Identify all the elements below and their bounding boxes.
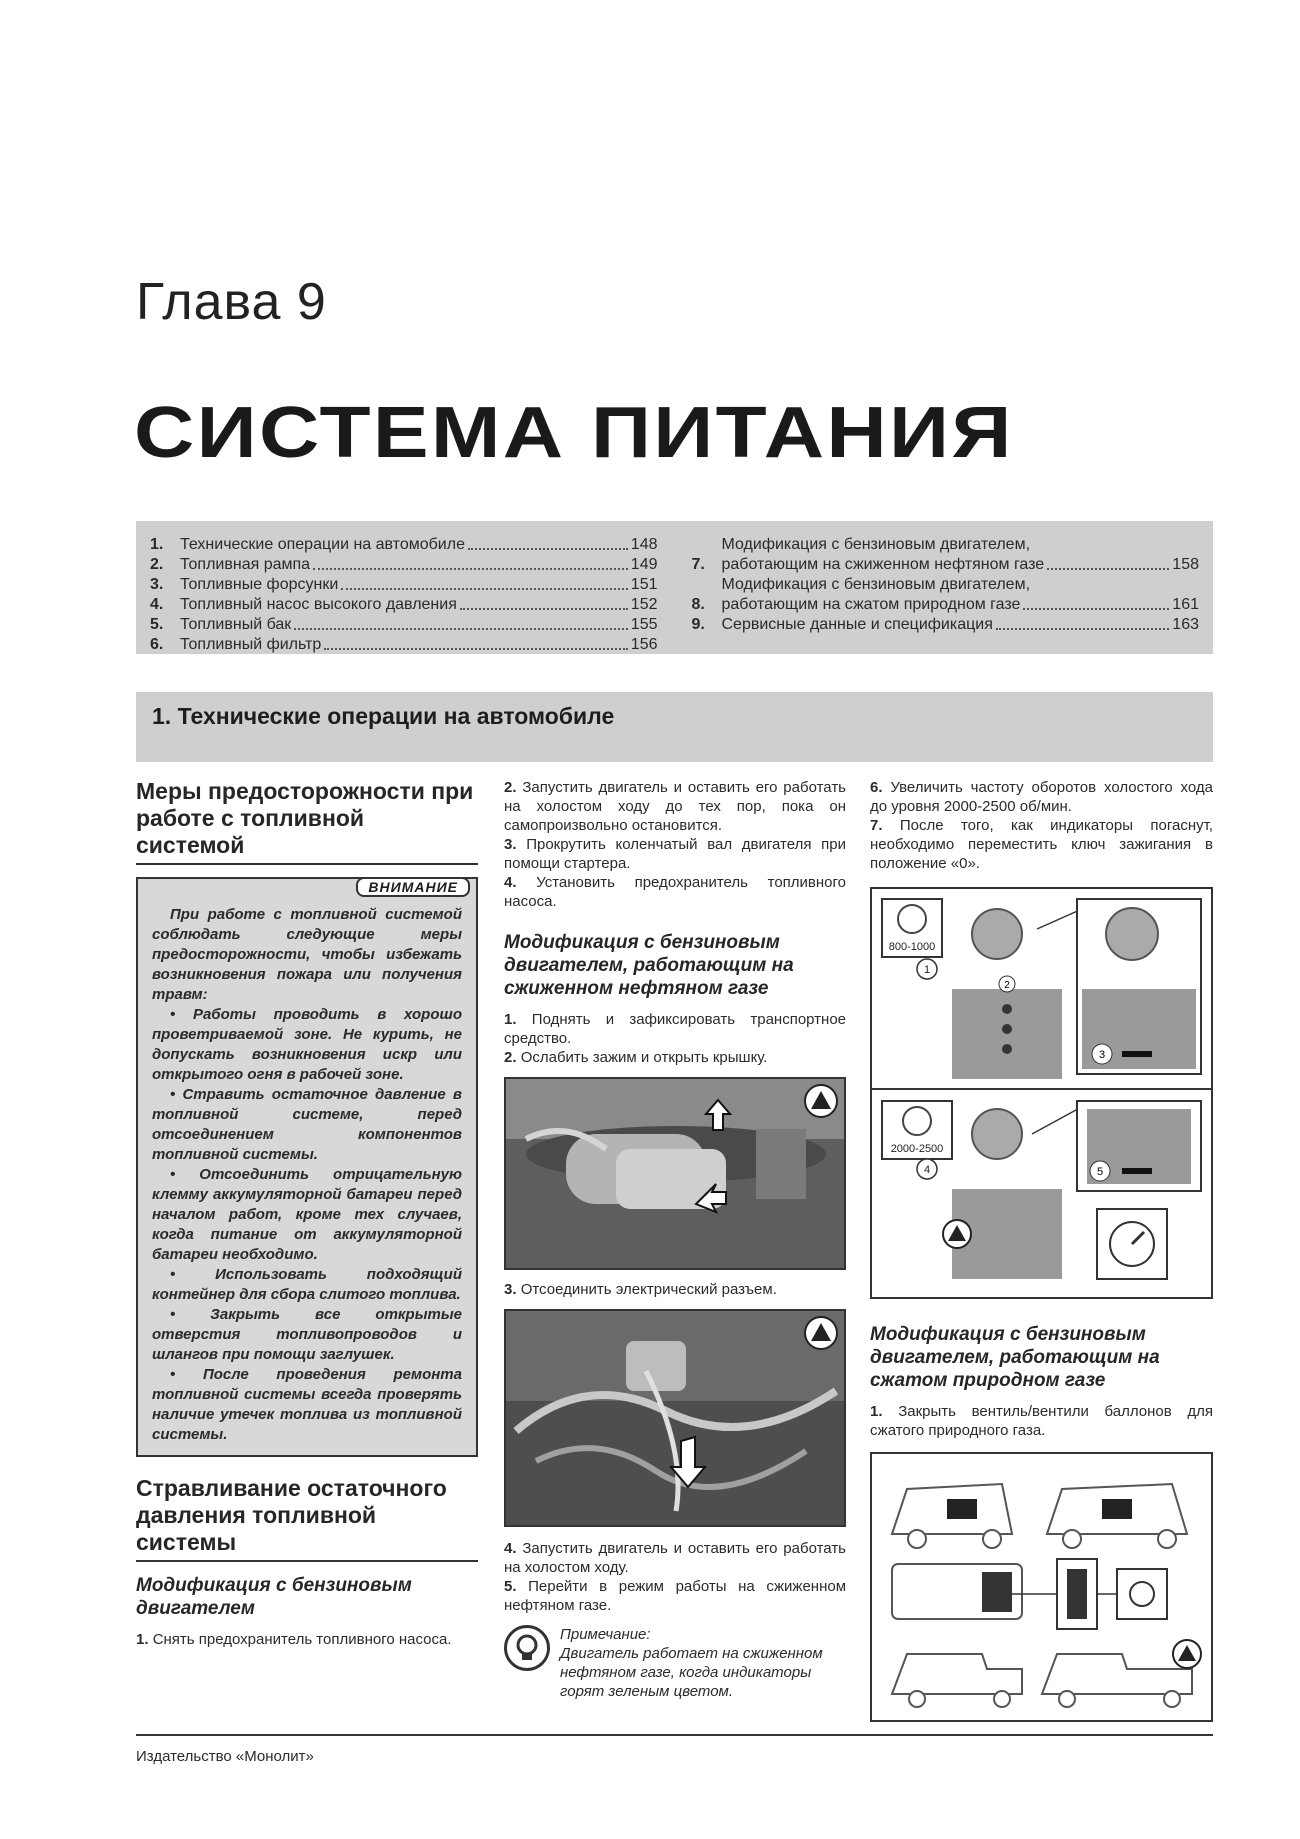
diagram-cng-valves <box>870 1452 1213 1722</box>
toc-entry-title-cont: работающим на сжатом природном газе <box>721 596 1021 613</box>
indicator-diagram <box>872 889 1211 1297</box>
toc-entry-number: 7. <box>691 556 705 573</box>
warning-text <box>152 905 462 1445</box>
toc-left-column <box>150 535 658 653</box>
toc-entry <box>692 615 1200 635</box>
step-item <box>504 835 846 873</box>
step-text: Закрыть вентиль/вентили баллонов для сжатого природного газа. <box>870 1403 1213 1439</box>
column-middle <box>504 778 846 1701</box>
note-title: Примечание: <box>560 1626 651 1643</box>
step-text: Прокрутить коленчатый вал двигателя при помощи стартера. <box>504 836 847 872</box>
step-number: 1. <box>136 1631 149 1648</box>
heading-petrol-modification: Модификация с бензиновым двигателем <box>136 1575 412 1619</box>
toc-entry-number: 4. <box>150 596 164 613</box>
warning-paragraph: • Работы проводить в хорошо проветриваемой зоне. Не курить, не допускать возникновения искр или открытого огня в рабочей зоне. <box>152 1006 462 1083</box>
step-item <box>504 778 846 835</box>
warning-paragraph: • Стравить остаточное давление в топливной системе, перед отсоединением компонентов топливной системы. <box>152 1086 462 1163</box>
step-text: Установить предохранитель топливного насоса. <box>504 874 846 910</box>
column-left <box>136 778 478 1649</box>
step-item <box>504 1577 846 1615</box>
warning-paragraph: • Закрыть все открытые отверстия топливопроводов и шлангов при помощи заглушек. <box>152 1306 462 1363</box>
toc-entry-page: 163 <box>1172 616 1199 633</box>
note-block <box>504 1625 846 1701</box>
chapter-title: СИСТЕМА ПИТАНИЯ <box>134 393 1014 473</box>
warning-paragraph: • После проведения ремонта топливной системы всегда проверять наличие утечек топлива из топливной системы. <box>152 1366 462 1443</box>
step-text: Поднять и зафиксировать транспортное средство. <box>504 1011 847 1047</box>
warning-paragraph: • Отсоединить отрицательную клемму аккумуляторной батареи перед началом работ, кроме тех случаев, когда питание от аккумуляторной батареи необходимо. <box>152 1166 462 1263</box>
toc-entry-title: Топливный насос высокого давления <box>180 596 457 613</box>
toc-entry-title: Топливный бак <box>180 616 292 633</box>
callout-2: 2 <box>1004 980 1010 991</box>
toc-entry-title: Топливный фильтр <box>180 636 322 653</box>
toc-entry-title: Топливные форсунки <box>180 576 339 593</box>
step-text: Перейти в режим работы на сжиженном нефтяном газе. <box>504 1578 847 1614</box>
photo-fuel-cover <box>504 1077 846 1270</box>
toc-entry <box>150 535 658 555</box>
step-text: Увеличить частоту оборотов холостого хода до уровня 2000-2500 об/мин. <box>870 779 1213 815</box>
warning-paragraph: При работе с топливной системой соблюдать следующие меры предосторожности, чтобы избежать возникновения пожара или получения травм: <box>152 906 462 1003</box>
step-text: Запустить двигатель и оставить его работать на холостом ходу до тех пор, пока он самопроизвольно остановится. <box>504 779 847 834</box>
step-text: Ослабить зажим и открыть крышку. <box>520 1049 768 1066</box>
step-item <box>504 1048 846 1067</box>
rpm-label-2: 2000-2500 <box>890 1143 944 1155</box>
toc-entry <box>150 615 658 635</box>
photo-electrical-connector <box>504 1309 846 1527</box>
heading-pressure-release: Стравливание остаточного давления топливной системы <box>136 1475 478 1562</box>
toc-entry-title: Модификация с бензиновым двигателем, <box>721 576 1031 593</box>
section-title-bar: 1. Технические операции на автомобиле <box>136 692 1213 762</box>
callout-3: 3 <box>1098 1049 1106 1061</box>
note-text: Двигатель работает на сжиженном нефтяном газе, когда индикаторы горят зеленым цветом. <box>560 1645 823 1700</box>
step-number: 5. <box>504 1578 517 1595</box>
callout-5: 5 <box>1096 1166 1104 1178</box>
callout-4: 4 <box>923 1164 931 1176</box>
toc-entry-title-cont: работающим на сжиженном нефтяном газе <box>721 556 1045 573</box>
diagram-lpg-indicators <box>870 887 1213 1299</box>
toc-entry-number: 1. <box>150 536 164 553</box>
toc-entry <box>150 635 658 655</box>
step-number: 1. <box>870 1403 883 1420</box>
toc-right-column <box>692 535 1200 644</box>
table-of-contents <box>136 521 1213 654</box>
toc-entry <box>692 575 1200 615</box>
step-number: 4. <box>504 1540 517 1557</box>
step-item <box>504 873 846 911</box>
step-number: 2. <box>504 779 517 796</box>
toc-entry-page: 155 <box>630 616 658 633</box>
toc-entry-title: Технические операции на автомобиле <box>180 536 465 553</box>
step-item <box>504 1010 846 1048</box>
toc-entry-page: 158 <box>1172 556 1199 573</box>
heading-lpg-modification: Модификация с бензиновым двигателем, работающим на сжиженном нефтяном газе <box>504 932 794 999</box>
step-text: Отсоединить электрический разъем. <box>520 1281 777 1298</box>
step-number: 3. <box>504 1281 517 1298</box>
warning-box <box>136 877 478 1457</box>
step-number: 7. <box>870 817 883 834</box>
toc-entry-page: 149 <box>630 556 658 573</box>
toc-entry-number: 6. <box>150 636 164 653</box>
step-number: 1. <box>504 1011 517 1028</box>
toc-entry-page: 156 <box>630 636 658 653</box>
note-body <box>560 1625 846 1701</box>
step-number: 6. <box>870 779 883 796</box>
lightbulb-icon <box>504 1625 550 1671</box>
toc-entry <box>150 575 658 595</box>
heading-safety-precautions: Меры предосторожности при работе с топливной системой <box>136 778 478 865</box>
toc-entry <box>150 595 658 615</box>
toc-entry-number: 5. <box>150 616 164 633</box>
step-text: Снять предохранитель топливного насоса. <box>152 1631 452 1648</box>
step-item <box>504 1280 846 1299</box>
step-text: Запустить двигатель и оставить его работать на холостом ходу. <box>504 1540 847 1576</box>
connector-photo <box>506 1311 846 1527</box>
toc-entry-page: 152 <box>630 596 658 613</box>
step-item <box>870 816 1213 873</box>
step-item <box>504 1539 846 1577</box>
warning-label: ВНИМАНИЕ <box>356 877 470 897</box>
footer-publisher: Издательство «Монолит» <box>136 1748 314 1765</box>
step-number: 3. <box>504 836 517 853</box>
callout-1: 1 <box>923 964 931 976</box>
step-text: После того, как индикаторы погаснут, необходимо переместить ключ зажигания в положение «0». <box>870 817 1213 872</box>
step-item <box>870 1402 1213 1440</box>
toc-entry <box>692 535 1200 575</box>
warning-paragraph: • Использовать подходящий контейнер для сбора слитого топлива. <box>152 1266 462 1303</box>
toc-entry-number: 9. <box>691 616 705 633</box>
toc-entry-number: 3. <box>150 576 164 593</box>
step-number: 4. <box>504 874 517 891</box>
toc-entry-page: 151 <box>630 576 658 593</box>
footer-divider <box>136 1734 1213 1736</box>
heading-cng-modification: Модификация с бензиновым двигателем, работающим на сжатом природном газе <box>870 1324 1160 1391</box>
rpm-label-1: 800-1000 <box>888 941 936 953</box>
toc-entry-title: Топливная рампа <box>180 556 311 573</box>
toc-entry-page: 161 <box>1172 596 1199 613</box>
vehicle-valve-diagram <box>872 1454 1211 1720</box>
chapter-label: Глава 9 <box>136 273 327 331</box>
step-item <box>136 1630 478 1649</box>
step-item <box>870 778 1213 816</box>
toc-entry-number: 2. <box>150 556 164 573</box>
fuel-component-photo <box>506 1079 846 1270</box>
toc-entry-title: Сервисные данные и спецификация <box>721 616 993 633</box>
toc-entry-page: 148 <box>630 536 658 553</box>
toc-entry <box>150 555 658 575</box>
column-right <box>870 778 1213 1722</box>
step-number: 2. <box>504 1049 517 1066</box>
toc-entry-title: Модификация с бензиновым двигателем, <box>721 536 1031 553</box>
toc-entry-number: 8. <box>691 596 705 613</box>
